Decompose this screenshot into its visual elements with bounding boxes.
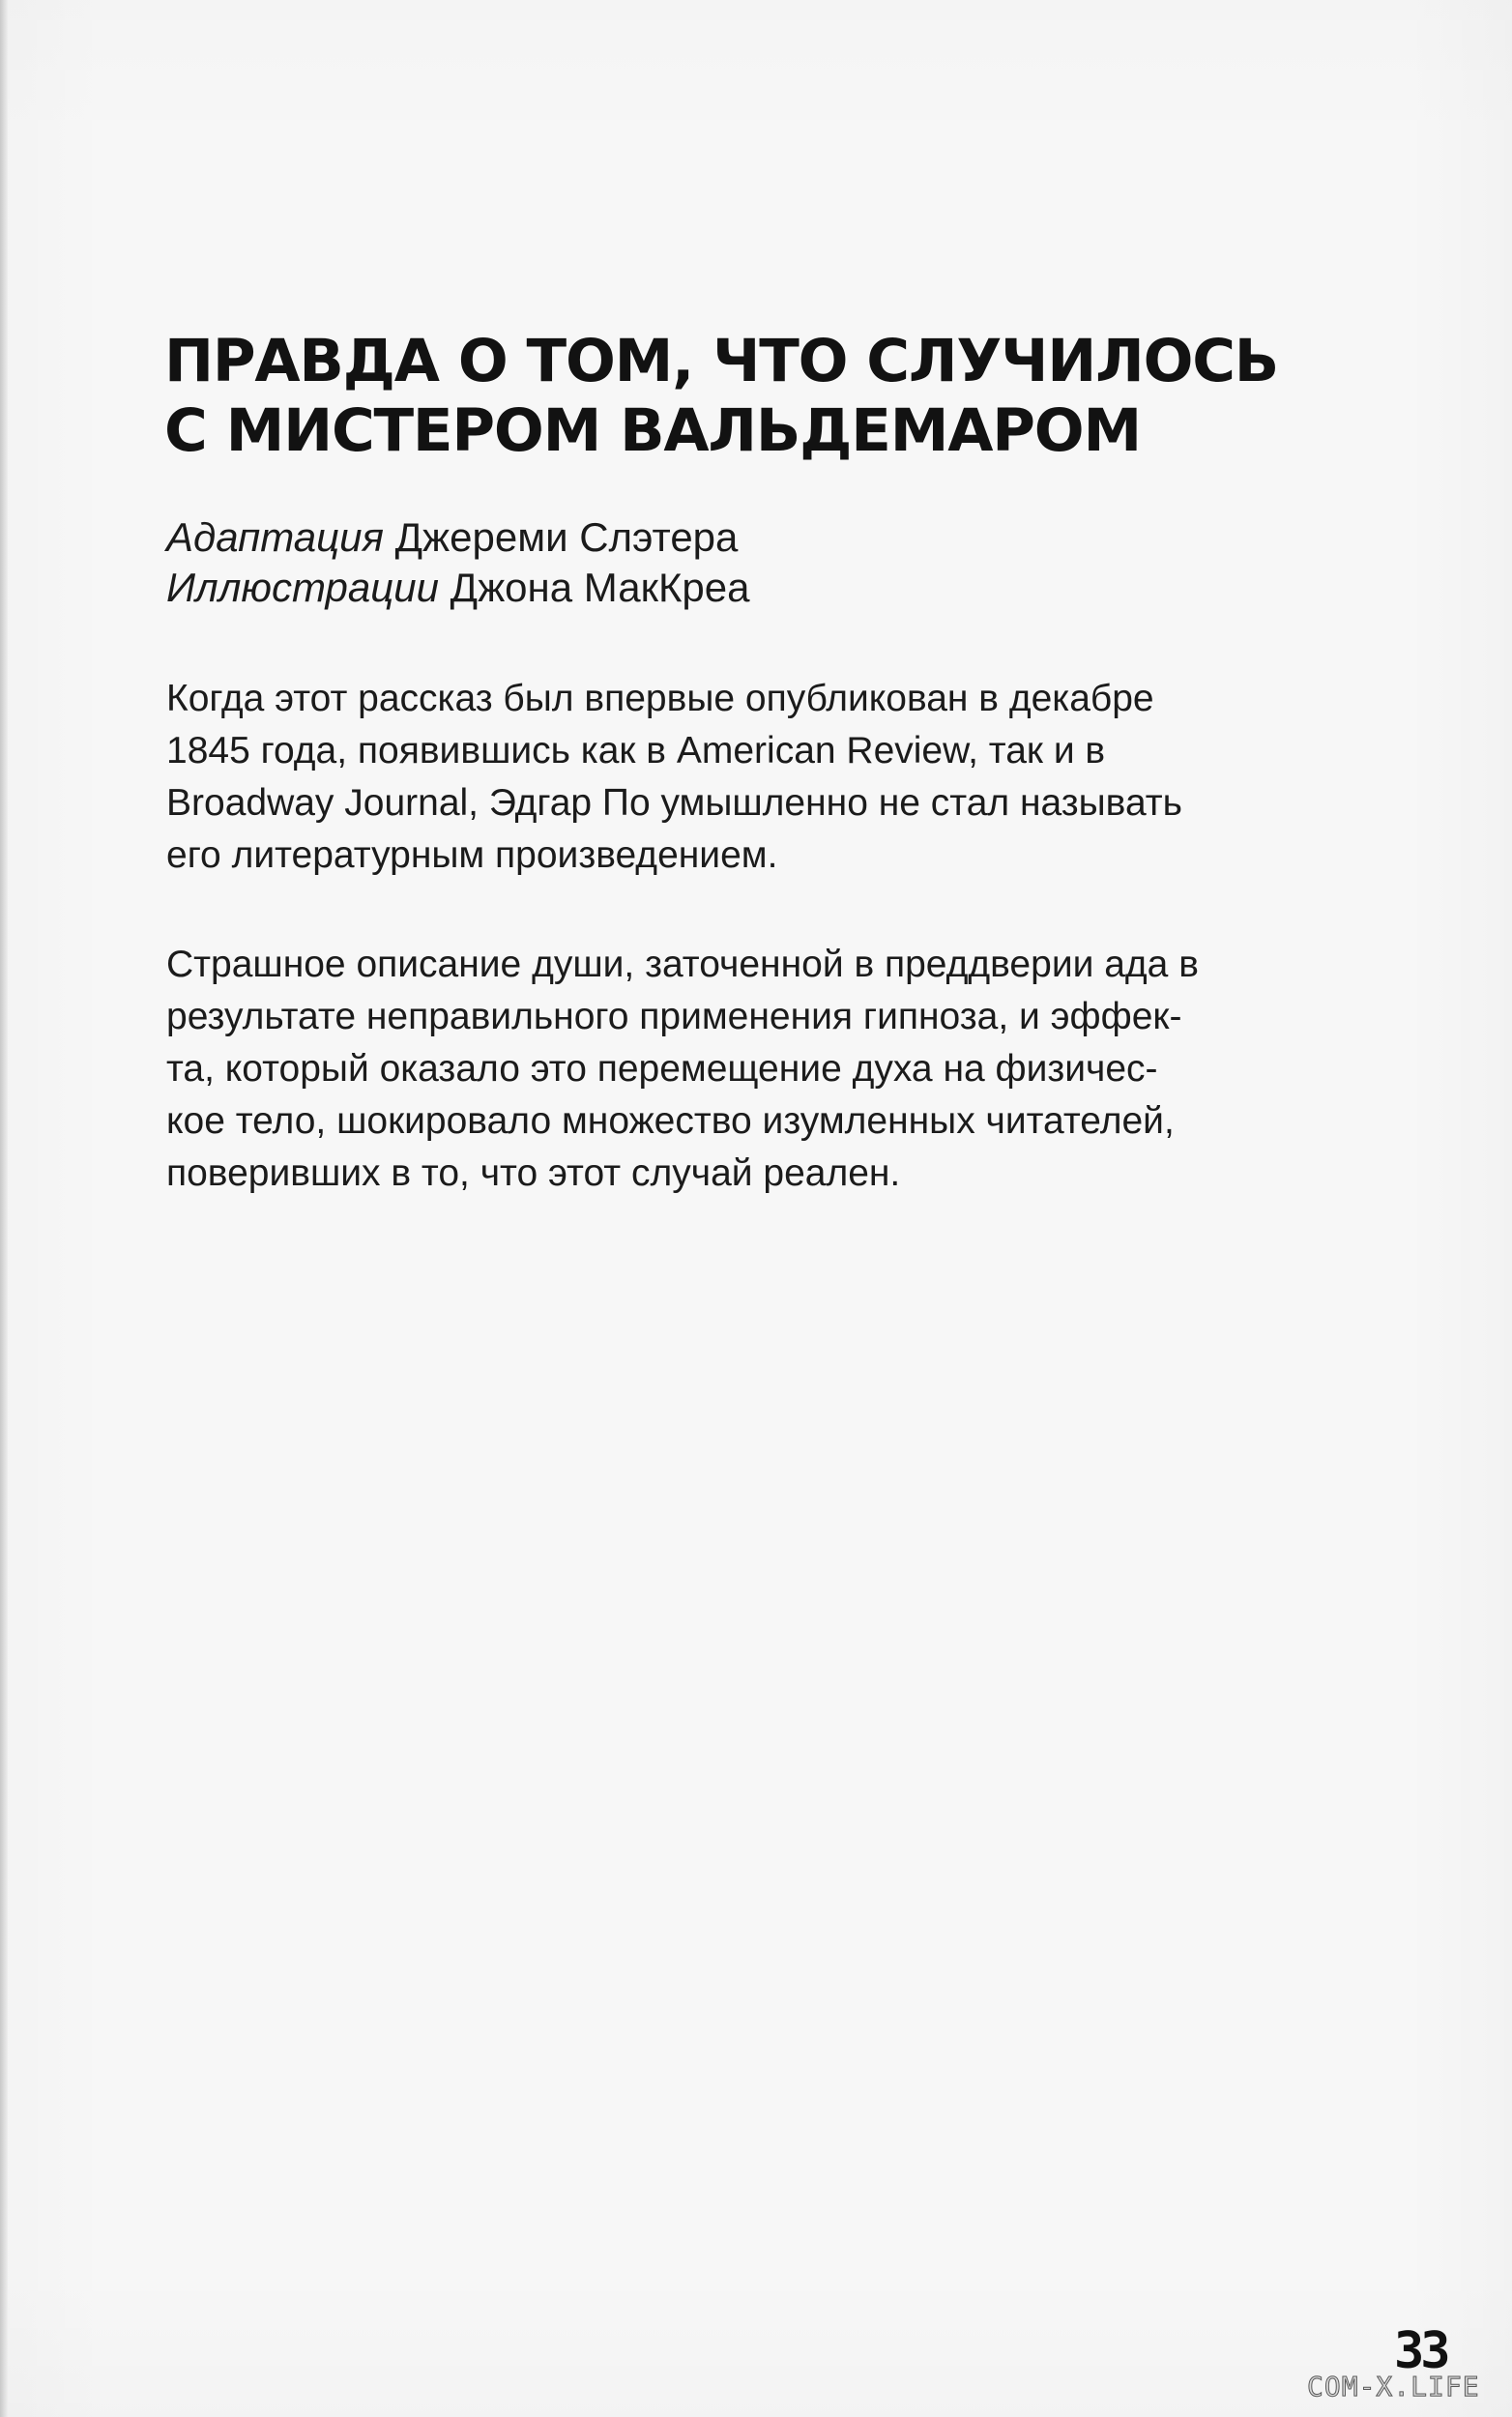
intro-paragraph-1 (166, 673, 1346, 882)
paragraph-2-line-3: та, который оказало это перемещение духа на физичес- (166, 1048, 1158, 1090)
adaptation-name: Джереми Слэтера (394, 514, 739, 560)
paragraph-2-line-2: результате неправильного применения гипноза, и эффек- (166, 996, 1182, 1037)
paragraph-1-line-3: Broadway Journal, Эдгар По умышленно не стал называть (166, 782, 1182, 824)
page-edge-shadow (0, 0, 8, 2417)
story-title (164, 327, 1373, 466)
paragraph-1-line-2: 1845 года, появившись как в American Review, так и в (166, 730, 1106, 772)
adaptation-credit (166, 512, 1326, 563)
page-number: 33 (1394, 2322, 1447, 2380)
illustration-role: Иллюстрации (166, 565, 439, 610)
paragraph-1-line-1: Когда этот рассказ был впервые опубликован в декабре (166, 678, 1154, 719)
credits-block (166, 512, 1326, 613)
illustration-credit (166, 563, 1326, 613)
paragraph-2-line-1: Страшное описание души, заточенной в преддверии ада в (166, 944, 1199, 985)
paragraph-2-line-4: кое тело, шокировало множество изумленных читателей, (166, 1100, 1175, 1142)
title-line-1: ПРАВДА О ТОМ, ЧТО СЛУЧИЛОСЬ (164, 327, 1279, 395)
title-line-2: С МИСТЕРОМ ВАЛЬДЕМАРОМ (164, 396, 1141, 465)
intro-paragraph-2 (166, 939, 1346, 1200)
illustration-name: Джона МакКреа (450, 565, 750, 610)
adaptation-role: Адаптация (166, 514, 384, 560)
site-watermark: COM-X.LIFE (1307, 2371, 1480, 2402)
paragraph-2-line-5: поверивших в то, что этот случай реален. (166, 1152, 901, 1194)
paragraph-1-line-4: его литературным произведением. (166, 834, 778, 876)
